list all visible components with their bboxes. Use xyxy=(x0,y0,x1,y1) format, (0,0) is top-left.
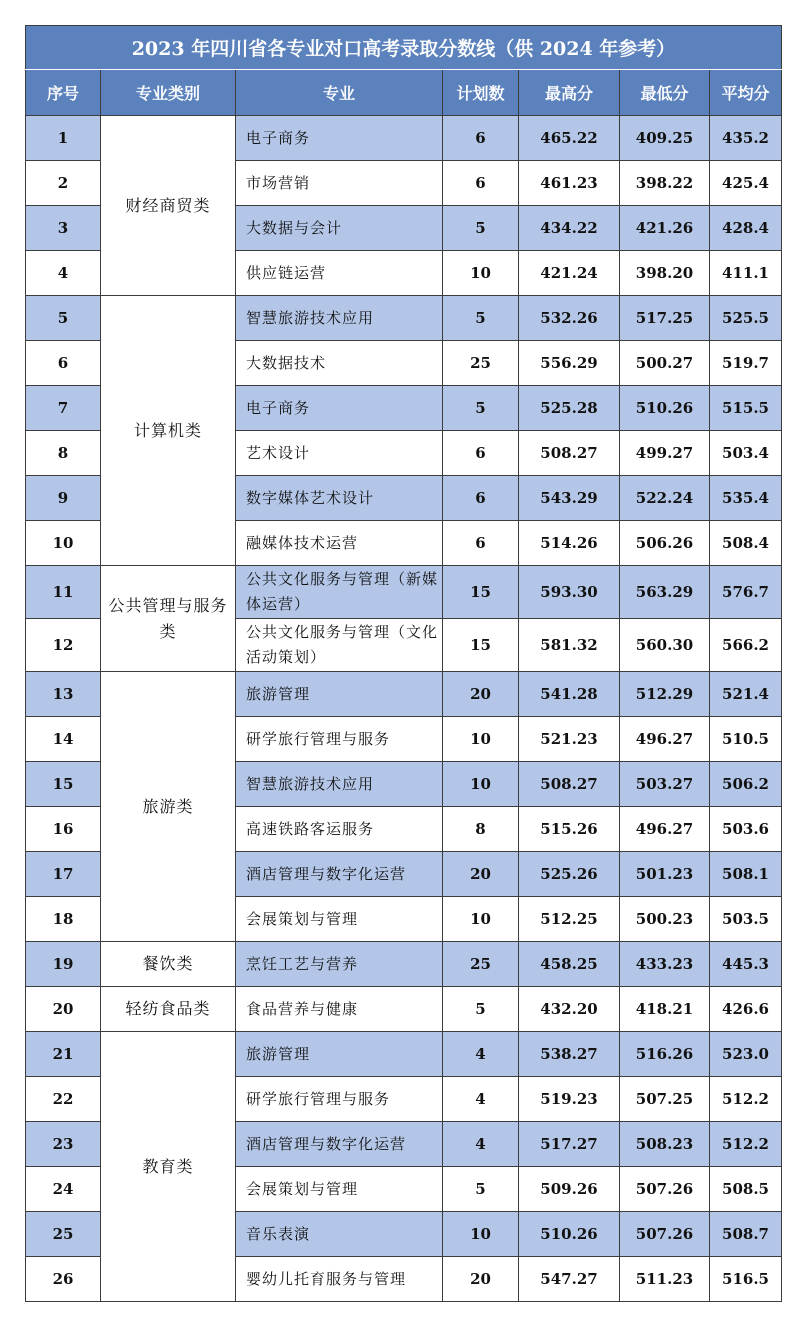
cell-major: 音乐表演 xyxy=(236,1212,443,1257)
cell-avg-score: 521.4 xyxy=(710,672,782,717)
cell-avg-score: 525.5 xyxy=(710,296,782,341)
cell-avg-score: 510.5 xyxy=(710,717,782,762)
cell-index: 14 xyxy=(26,717,101,762)
cell-plan: 4 xyxy=(443,1122,519,1167)
cell-max-score: 508.27 xyxy=(519,762,620,807)
cell-index: 23 xyxy=(26,1122,101,1167)
cell-plan: 10 xyxy=(443,1212,519,1257)
cell-max-score: 512.25 xyxy=(519,897,620,942)
cell-index: 21 xyxy=(26,1032,101,1077)
cell-plan: 6 xyxy=(443,476,519,521)
cell-major: 供应链运营 xyxy=(236,251,443,296)
table-row xyxy=(26,116,782,161)
cell-min-score: 507.25 xyxy=(620,1077,710,1122)
cell-max-score: 525.26 xyxy=(519,852,620,897)
cell-avg-score: 503.4 xyxy=(710,431,782,476)
cell-major: 电子商务 xyxy=(236,116,443,161)
cell-category: 旅游类 xyxy=(101,672,236,942)
cell-avg-score: 435.2 xyxy=(710,116,782,161)
table-row xyxy=(26,672,782,717)
cell-max-score: 465.22 xyxy=(519,116,620,161)
cell-plan: 10 xyxy=(443,717,519,762)
cell-index: 20 xyxy=(26,987,101,1032)
cell-major: 大数据技术 xyxy=(236,341,443,386)
table-row xyxy=(26,987,782,1032)
cell-max-score: 525.28 xyxy=(519,386,620,431)
cell-index: 9 xyxy=(26,476,101,521)
cell-plan: 5 xyxy=(443,296,519,341)
cell-major: 电子商务 xyxy=(236,386,443,431)
cell-max-score: 508.27 xyxy=(519,431,620,476)
cell-index: 26 xyxy=(26,1257,101,1302)
cell-min-score: 499.27 xyxy=(620,431,710,476)
cell-min-score: 409.25 xyxy=(620,116,710,161)
cell-max-score: 556.29 xyxy=(519,341,620,386)
cell-index: 16 xyxy=(26,807,101,852)
cell-max-score: 458.25 xyxy=(519,942,620,987)
cell-plan: 20 xyxy=(443,672,519,717)
cell-index: 22 xyxy=(26,1077,101,1122)
cell-index: 19 xyxy=(26,942,101,987)
cell-avg-score: 512.2 xyxy=(710,1077,782,1122)
cell-max-score: 514.26 xyxy=(519,521,620,566)
cell-index: 24 xyxy=(26,1167,101,1212)
cell-index: 17 xyxy=(26,852,101,897)
cell-category: 教育类 xyxy=(101,1032,236,1302)
score-table-container xyxy=(25,25,781,1302)
cell-max-score: 461.23 xyxy=(519,161,620,206)
header-category: 专业类别 xyxy=(101,70,236,116)
cell-min-score: 512.29 xyxy=(620,672,710,717)
cell-plan: 4 xyxy=(443,1077,519,1122)
cell-max-score: 519.23 xyxy=(519,1077,620,1122)
cell-max-score: 521.23 xyxy=(519,717,620,762)
cell-max-score: 543.29 xyxy=(519,476,620,521)
cell-avg-score: 425.4 xyxy=(710,161,782,206)
cell-index: 11 xyxy=(26,566,101,619)
cell-plan: 6 xyxy=(443,521,519,566)
cell-major: 研学旅行管理与服务 xyxy=(236,1077,443,1122)
cell-avg-score: 508.4 xyxy=(710,521,782,566)
cell-avg-score: 411.1 xyxy=(710,251,782,296)
cell-min-score: 511.23 xyxy=(620,1257,710,1302)
cell-avg-score: 523.0 xyxy=(710,1032,782,1077)
cell-avg-score: 515.5 xyxy=(710,386,782,431)
cell-plan: 6 xyxy=(443,161,519,206)
header-index: 序号 xyxy=(26,70,101,116)
cell-max-score: 510.26 xyxy=(519,1212,620,1257)
cell-avg-score: 516.5 xyxy=(710,1257,782,1302)
cell-plan: 25 xyxy=(443,942,519,987)
cell-max-score: 509.26 xyxy=(519,1167,620,1212)
cell-major: 市场营销 xyxy=(236,161,443,206)
cell-plan: 20 xyxy=(443,852,519,897)
cell-min-score: 510.26 xyxy=(620,386,710,431)
cell-index: 6 xyxy=(26,341,101,386)
cell-avg-score: 428.4 xyxy=(710,206,782,251)
cell-index: 25 xyxy=(26,1212,101,1257)
cell-category: 轻纺食品类 xyxy=(101,987,236,1032)
cell-major: 食品营养与健康 xyxy=(236,987,443,1032)
cell-plan: 5 xyxy=(443,1167,519,1212)
cell-min-score: 507.26 xyxy=(620,1212,710,1257)
cell-major: 旅游管理 xyxy=(236,1032,443,1077)
table-row xyxy=(26,566,782,619)
cell-major: 会展策划与管理 xyxy=(236,1167,443,1212)
header-plan: 计划数 xyxy=(443,70,519,116)
cell-index: 4 xyxy=(26,251,101,296)
header-major: 专业 xyxy=(236,70,443,116)
cell-major: 数字媒体艺术设计 xyxy=(236,476,443,521)
cell-major: 酒店管理与数字化运营 xyxy=(236,1122,443,1167)
cell-index: 8 xyxy=(26,431,101,476)
score-table xyxy=(25,25,782,1302)
cell-max-score: 421.24 xyxy=(519,251,620,296)
cell-max-score: 517.27 xyxy=(519,1122,620,1167)
table-body xyxy=(26,116,782,1302)
cell-index: 13 xyxy=(26,672,101,717)
header-max-score: 最高分 xyxy=(519,70,620,116)
cell-min-score: 563.29 xyxy=(620,566,710,619)
cell-avg-score: 535.4 xyxy=(710,476,782,521)
cell-major: 公共文化服务与管理（新媒体运营） xyxy=(236,566,443,619)
cell-plan: 5 xyxy=(443,386,519,431)
cell-major: 公共文化服务与管理（文化活动策划） xyxy=(236,619,443,672)
cell-min-score: 516.26 xyxy=(620,1032,710,1077)
cell-category: 餐饮类 xyxy=(101,942,236,987)
cell-max-score: 515.26 xyxy=(519,807,620,852)
cell-avg-score: 512.2 xyxy=(710,1122,782,1167)
header-min-score: 最低分 xyxy=(620,70,710,116)
cell-category: 公共管理与服务类 xyxy=(101,566,236,672)
cell-plan: 5 xyxy=(443,206,519,251)
cell-major: 智慧旅游技术应用 xyxy=(236,762,443,807)
cell-min-score: 398.22 xyxy=(620,161,710,206)
table-row xyxy=(26,296,782,341)
cell-max-score: 434.22 xyxy=(519,206,620,251)
cell-category: 财经商贸类 xyxy=(101,116,236,296)
cell-avg-score: 519.7 xyxy=(710,341,782,386)
cell-index: 1 xyxy=(26,116,101,161)
cell-plan: 6 xyxy=(443,431,519,476)
cell-avg-score: 566.2 xyxy=(710,619,782,672)
cell-plan: 10 xyxy=(443,897,519,942)
cell-major: 婴幼儿托育服务与管理 xyxy=(236,1257,443,1302)
table-row xyxy=(26,1032,782,1077)
cell-major: 研学旅行管理与服务 xyxy=(236,717,443,762)
cell-plan: 10 xyxy=(443,762,519,807)
cell-plan: 20 xyxy=(443,1257,519,1302)
cell-avg-score: 508.1 xyxy=(710,852,782,897)
cell-plan: 5 xyxy=(443,987,519,1032)
cell-major: 融媒体技术运营 xyxy=(236,521,443,566)
cell-min-score: 501.23 xyxy=(620,852,710,897)
cell-max-score: 581.32 xyxy=(519,619,620,672)
cell-avg-score: 503.6 xyxy=(710,807,782,852)
header-avg-score: 平均分 xyxy=(710,70,782,116)
cell-plan: 15 xyxy=(443,619,519,672)
cell-max-score: 532.26 xyxy=(519,296,620,341)
cell-avg-score: 508.5 xyxy=(710,1167,782,1212)
cell-min-score: 500.23 xyxy=(620,897,710,942)
cell-index: 2 xyxy=(26,161,101,206)
cell-major: 烹饪工艺与营养 xyxy=(236,942,443,987)
cell-min-score: 500.27 xyxy=(620,341,710,386)
cell-index: 18 xyxy=(26,897,101,942)
cell-plan: 8 xyxy=(443,807,519,852)
cell-major: 大数据与会计 xyxy=(236,206,443,251)
cell-max-score: 538.27 xyxy=(519,1032,620,1077)
cell-major: 智慧旅游技术应用 xyxy=(236,296,443,341)
cell-avg-score: 576.7 xyxy=(710,566,782,619)
cell-category: 计算机类 xyxy=(101,296,236,566)
table-title: 2023 年四川省各专业对口高考录取分数线（供 2024 年参考） xyxy=(26,26,782,70)
cell-max-score: 547.27 xyxy=(519,1257,620,1302)
cell-plan: 10 xyxy=(443,251,519,296)
cell-min-score: 421.26 xyxy=(620,206,710,251)
cell-min-score: 496.27 xyxy=(620,807,710,852)
cell-min-score: 522.24 xyxy=(620,476,710,521)
cell-max-score: 432.20 xyxy=(519,987,620,1032)
header-row xyxy=(26,70,782,116)
cell-index: 7 xyxy=(26,386,101,431)
cell-plan: 4 xyxy=(443,1032,519,1077)
cell-index: 12 xyxy=(26,619,101,672)
cell-index: 15 xyxy=(26,762,101,807)
cell-index: 10 xyxy=(26,521,101,566)
cell-plan: 6 xyxy=(443,116,519,161)
cell-min-score: 560.30 xyxy=(620,619,710,672)
cell-min-score: 433.23 xyxy=(620,942,710,987)
cell-major: 旅游管理 xyxy=(236,672,443,717)
cell-min-score: 506.26 xyxy=(620,521,710,566)
cell-min-score: 418.21 xyxy=(620,987,710,1032)
cell-min-score: 508.23 xyxy=(620,1122,710,1167)
table-row xyxy=(26,942,782,987)
cell-major: 艺术设计 xyxy=(236,431,443,476)
cell-major: 高速铁路客运服务 xyxy=(236,807,443,852)
cell-plan: 15 xyxy=(443,566,519,619)
cell-avg-score: 445.3 xyxy=(710,942,782,987)
cell-avg-score: 506.2 xyxy=(710,762,782,807)
cell-major: 会展策划与管理 xyxy=(236,897,443,942)
cell-min-score: 398.20 xyxy=(620,251,710,296)
cell-index: 3 xyxy=(26,206,101,251)
cell-avg-score: 426.6 xyxy=(710,987,782,1032)
cell-max-score: 541.28 xyxy=(519,672,620,717)
cell-min-score: 496.27 xyxy=(620,717,710,762)
cell-major: 酒店管理与数字化运营 xyxy=(236,852,443,897)
cell-min-score: 507.26 xyxy=(620,1167,710,1212)
cell-avg-score: 508.7 xyxy=(710,1212,782,1257)
cell-min-score: 503.27 xyxy=(620,762,710,807)
cell-plan: 25 xyxy=(443,341,519,386)
cell-avg-score: 503.5 xyxy=(710,897,782,942)
cell-max-score: 593.30 xyxy=(519,566,620,619)
cell-index: 5 xyxy=(26,296,101,341)
cell-min-score: 517.25 xyxy=(620,296,710,341)
